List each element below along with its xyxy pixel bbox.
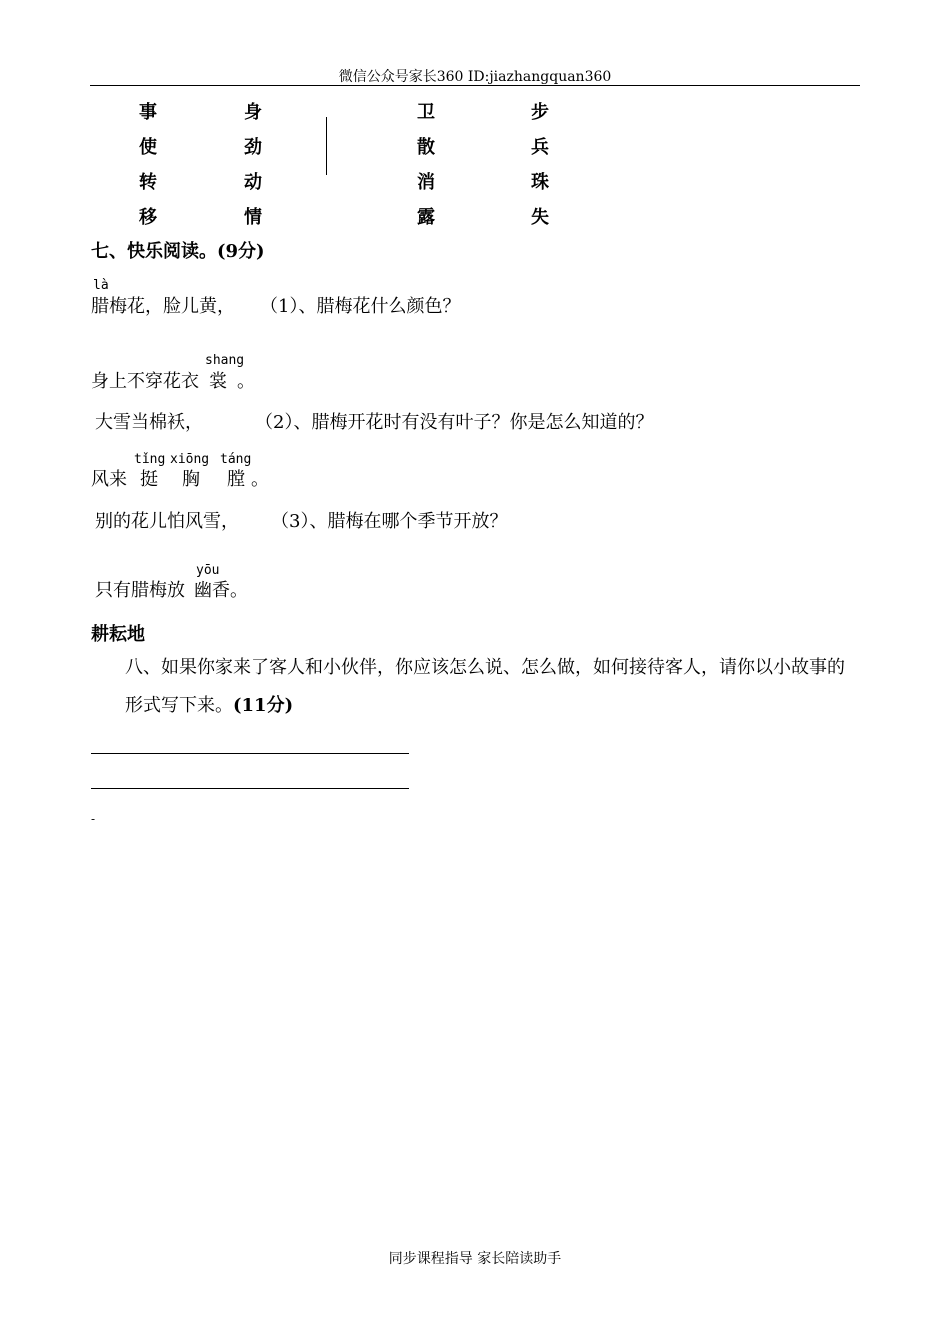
poem-char-you: 幽 (194, 580, 212, 601)
question-2: （2）、腊梅开花时有没有叶子？你是怎么知道的？ (255, 412, 654, 433)
poem-line-6-end: 香。 (212, 580, 248, 601)
poem-line-1: 腊梅花，脸儿黄， (91, 296, 235, 317)
poem-line-5: 别的花儿怕风雪， (95, 511, 239, 532)
poem-line-2-text: 身上不穿花衣 (91, 371, 199, 392)
pinyin-tang: táng (220, 452, 252, 467)
gengyundi-title: 耕耘地 (91, 624, 145, 645)
match-left-char-4: 移 (139, 207, 157, 228)
matching-divider (326, 117, 327, 175)
poem-line-2-end: 。 (237, 371, 255, 392)
poem-line-4-end: 。 (251, 469, 269, 490)
match-left-char-3: 转 (139, 172, 157, 193)
section8-prompt-line-2 (125, 691, 293, 717)
match-left-pair-2: 劲 (244, 137, 262, 158)
question-1: （1）、腊梅花什么颜色？ (260, 296, 461, 317)
answer-line-2[interactable] (91, 788, 409, 789)
match-left-pair-1: 身 (244, 102, 262, 123)
poem-char-shang: 裳 (209, 371, 227, 392)
match-right-char-3: 消 (417, 172, 435, 193)
match-left-pair-4: 情 (244, 207, 262, 228)
page-header: 微信公众号家长360 ID:jiazhangquan360 (338, 69, 612, 85)
match-left-char-2: 使 (139, 137, 157, 158)
pinyin-shang: shang (205, 353, 245, 368)
pinyin-xiong: xiōng (170, 452, 210, 467)
page-footer: 同步课程指导 家长陪读助手 (388, 1251, 562, 1267)
match-right-char-1: 卫 (417, 102, 435, 123)
section7-title: 七、快乐阅读。(9分) (91, 241, 265, 262)
match-right-pair-4: 失 (531, 207, 549, 228)
header-rule (90, 85, 860, 86)
section8-prompt-text: 形式写下来。 (125, 695, 233, 716)
stray-dash: - (91, 812, 96, 826)
match-right-char-2: 散 (417, 137, 435, 158)
match-left-pair-3: 动 (244, 172, 262, 193)
match-right-pair-1: 步 (531, 102, 549, 123)
poem-line-6-text: 只有腊梅放 (95, 580, 185, 601)
pinyin-ting: tǐng (134, 452, 166, 467)
poem-char-tang: 膛 (227, 469, 245, 490)
section8-points: (11分) (233, 695, 294, 716)
match-left-char-1: 事 (139, 102, 157, 123)
poem-char-ting: 挺 (140, 469, 158, 490)
match-right-pair-2: 兵 (531, 137, 549, 158)
poem-line-6 (95, 576, 248, 602)
poem-line-2 (91, 367, 255, 393)
poem-char-xiong: 胸 (182, 469, 200, 490)
pinyin-you: yōu (196, 563, 220, 578)
poem-line-3: 大雪当棉袄， (95, 412, 203, 433)
answer-line-1[interactable] (91, 753, 409, 754)
poem-line-4-start: 风来 (91, 469, 127, 490)
pinyin-la: là (93, 278, 109, 293)
question-3: （3）、腊梅在哪个季节开放？ (271, 511, 508, 532)
match-right-char-4: 露 (417, 207, 435, 228)
section8-prompt-line-1: 八、如果你家来了客人和小伙伴，你应该怎么说、怎么做，如何接待客人，请你以小故事的 (125, 657, 845, 678)
match-right-pair-3: 珠 (531, 172, 549, 193)
